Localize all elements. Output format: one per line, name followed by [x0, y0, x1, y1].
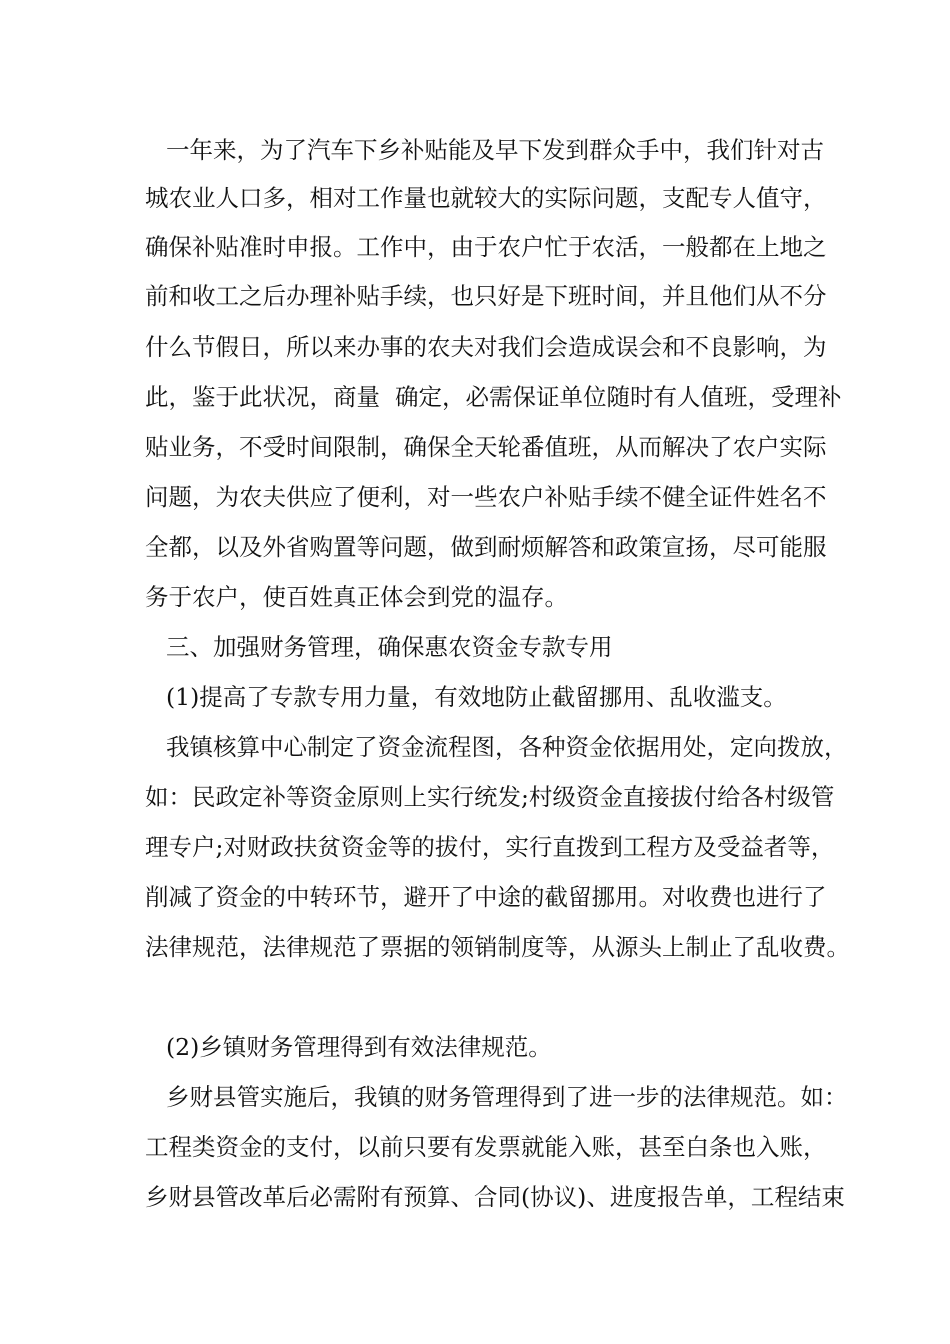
paragraph-line-6: 此，鉴于此状况，商量 确定，必需保证单位随时有人值班，受理补: [145, 383, 842, 411]
section-heading-3: 三、加强财务管理，确保惠农资金专款专用: [166, 633, 613, 661]
paragraph-line-7: 贴业务，不受时间限制，确保全天轮番值班，从而解决了农户实际: [145, 433, 827, 461]
paragraph-2-line-3: 理专户;对财政扶贫资金等的拔付，实行直拨到工程方及受益者等，: [145, 833, 835, 861]
paragraph-line-5: 什么节假日，所以来办事的农夫对我们会造成误会和不良影响，为: [145, 333, 827, 361]
paragraph-line-3: 确保补贴准时申报。工作中，由于农户忙于农活，一般都在上地之: [145, 233, 827, 261]
paragraph-line-2: 城农业人口多，相对工作量也就较大的实际问题，支配专人值守，: [145, 184, 827, 212]
paragraph-3-line-3: 乡财县管改革后必需附有预算、合同(协议)、进度报告单，工程结束: [145, 1183, 845, 1211]
subheading-1: (1)提高了专款专用力量，有效地防止截留挪用、乱收滥支。: [166, 683, 787, 711]
paragraph-2-line-2: 如：民政定补等资金原则上实行统发;村级资金直接拔付给各村级管: [145, 783, 835, 811]
paragraph-line-10: 务于农户，使百姓真正体会到党的温存。: [145, 583, 568, 611]
paragraph-3-line-1: 乡财县管实施后，我镇的财务管理得到了进一步的法律规范。如：: [166, 1083, 848, 1111]
paragraph-line-1: 一年来，为了汽车下乡补贴能及早下发到群众手中，我们针对古: [166, 136, 824, 164]
paragraph-line-9: 全都，以及外省购置等问题，做到耐烦解答和政策宣扬，尽可能服: [145, 533, 827, 561]
paragraph-2-line-5: 法律规范，法律规范了票据的领销制度等，从源头上制止了乱收费。: [145, 933, 850, 961]
paragraph-line-8: 问题，为农夫供应了便利，对一些农户补贴手续不健全证件姓名不: [145, 483, 827, 511]
paragraph-2-line-4: 削减了资金的中转环节，避开了中途的截留挪用。对收费也进行了: [145, 883, 827, 911]
paragraph-line-4: 前和收工之后办理补贴手续，也只好是下班时间，并且他们从不分: [145, 282, 827, 310]
subheading-2: (2)乡镇财务管理得到有效法律规范。: [166, 1033, 552, 1061]
paragraph-3-line-2: 工程类资金的支付，以前只要有发票就能入账，甚至白条也入账，: [145, 1133, 827, 1161]
paragraph-2-line-1: 我镇核算中心制定了资金流程图，各种资金依据用处，定向拨放，: [166, 733, 848, 761]
